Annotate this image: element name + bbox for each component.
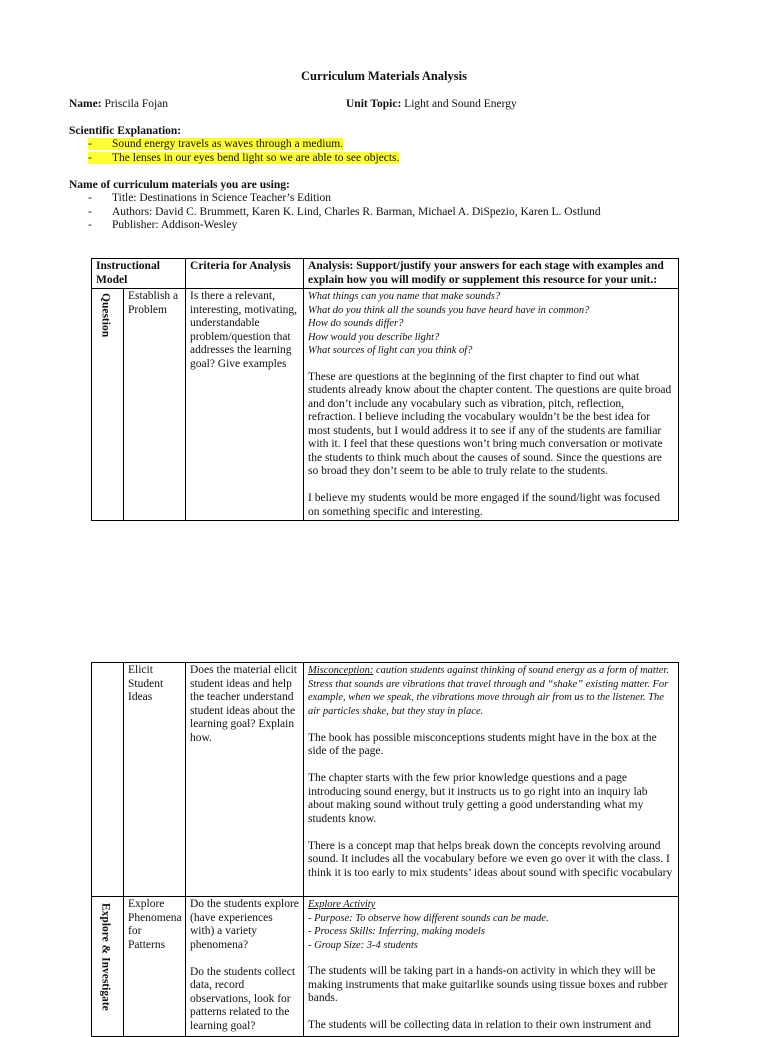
table-row (92, 663, 679, 897)
table-row (92, 897, 679, 1037)
materials-item: - Publisher: Addison-Wesley (88, 219, 238, 231)
analysis-table-2 (91, 662, 679, 1037)
analysis-paragraph: The chapter starts with the few prior knowledge questions and a page introducing sound energy, but it instructs us to go right into an inquiry lab about making sound without truly getting a good understanding what my students know. (308, 772, 648, 825)
table-row (92, 289, 679, 521)
stage-label-explore-investigate: Explore & Investigate (99, 903, 112, 1011)
question-item: How do sounds differ? (308, 318, 404, 329)
scientific-explanation-label: Scientific Explanation: (69, 125, 182, 137)
explore-activity-label: Explore Activity (308, 899, 376, 910)
criteria-text: Do the students explore (have experiences with) a variety phenomena? (190, 898, 299, 951)
activity-item: - Group Size: 3-4 students (308, 939, 418, 951)
scientific-explanation-item: - Sound energy travels as waves through a medium. (88, 138, 344, 150)
stage-cell-empty (92, 663, 124, 897)
question-item: How would you describe light? (308, 331, 440, 343)
activity-item: - Process Skills: Inferring, making models (308, 926, 485, 937)
question-item: What do you think all the sounds you have heard have in common? (308, 304, 590, 316)
name-value: Priscila Fojan (104, 98, 169, 110)
misconception-note (308, 664, 674, 718)
analysis-paragraph: The book has possible misconceptions students might have in the box at the side of the page. (308, 731, 657, 757)
bullet: - (88, 192, 92, 204)
question-item: What sources of light can you think of? (308, 345, 473, 356)
criteria-cell (186, 897, 304, 1037)
criteria-text: Do the students collect data, record observations, look for patterns related to the learning goal? (190, 965, 296, 1032)
page-title: Curriculum Materials Analysis (301, 69, 467, 83)
bullet: - (88, 138, 92, 150)
misconception-text: caution students against thinking of sound energy as a form of matter. Stress that sounds are vibrations that travel through and “shake” existing matter. For example, when we speak, the vibrations move through air from us to the listener. The air particles shake, but they stay in place. (308, 665, 669, 717)
activity-item: - Purpose: To observe how different sounds can be made. (308, 912, 549, 924)
materials-item: - Title: Destinations in Science Teacher’s Edition (88, 192, 332, 204)
materials-label: Name of curriculum materials you are using: (69, 179, 290, 191)
analysis-cell (304, 663, 679, 897)
sub-stage-label: Establish a Problem (124, 289, 186, 521)
misconception-label: Misconception: (308, 665, 374, 676)
analysis-cell (304, 897, 679, 1037)
analysis-table-1 (91, 258, 679, 521)
analysis-paragraph: The students will be collecting data in relation to their own instrument and (308, 1019, 652, 1031)
name-label: Name: (69, 98, 102, 110)
table-header-row (92, 259, 679, 289)
sub-stage-label: Elicit Student Ideas (124, 663, 186, 897)
scientific-explanation-item: - The lenses in our eyes bend light so we are able to see objects. (88, 152, 400, 164)
analysis-paragraph: The students will be taking part in a hands-on activity in which they will be making instruments that make guitarlike sounds using tissue boxes and rubber bands. (308, 965, 668, 1004)
unit-topic-value: Light and Sound Energy (404, 98, 517, 110)
bullet: - (88, 152, 92, 164)
sub-stage-label: Explore Phenomena for Patterns (124, 897, 186, 1037)
materials-item: - Authors: David C. Brummett, Karen K. Lind, Charles R. Barman, Michael A. DiSpezio, Karen L. Ostlund (88, 206, 601, 218)
unit-topic-line (346, 98, 517, 112)
bullet: - (88, 206, 92, 218)
analysis-paragraph: There is a concept map that helps break down the concepts revolving around sound. It includes all the vocabulary before we even go over it with the class. I think it is too early to mix students’ ideas about sound with specific vocabulary (308, 839, 673, 879)
question-item: What things can you name that make sounds? (308, 291, 501, 302)
header-criteria: Criteria for Analysis (186, 259, 304, 289)
bullet: - (88, 219, 92, 231)
analysis-cell (304, 289, 679, 521)
criteria-text: Is there a relevant, interesting, motivating, understandable problem/question that addresses the learning goal? Give examples (186, 289, 304, 521)
criteria-text: Does the material elicit student ideas and help the teacher understand student ideas about the learning goal? Explain how. (186, 663, 304, 897)
name-line (69, 98, 168, 112)
analysis-paragraph: These are questions at the beginning of the first chapter to find out what students already know about the chapter content. The questions are quite broad and don’t include any vocabulary such as vibration, pitch, reflection, refraction. I believe including the vocabulary wouldn’t be the best idea for most students, but I would address it to see if any of the students are familiar with it. I feel that these questions won’t bring much conversation or motivate the students to think much about the causes of sound. Since the questions are so broad they don’t seem to be able to truly relate to the students. (308, 370, 672, 477)
unit-topic-label: Unit Topic: (346, 98, 402, 110)
header-analysis: Analysis: Support/justify your answers for each stage with examples and explain how you will modify or supplement this resource for your unit.: (304, 259, 679, 289)
stage-label-question: Question (99, 293, 112, 338)
header-instructional-model: Instructional Model (92, 259, 186, 289)
analysis-paragraph: I believe my students would be more engaged if the sound/light was focused on something specific and interesting. (308, 492, 660, 518)
